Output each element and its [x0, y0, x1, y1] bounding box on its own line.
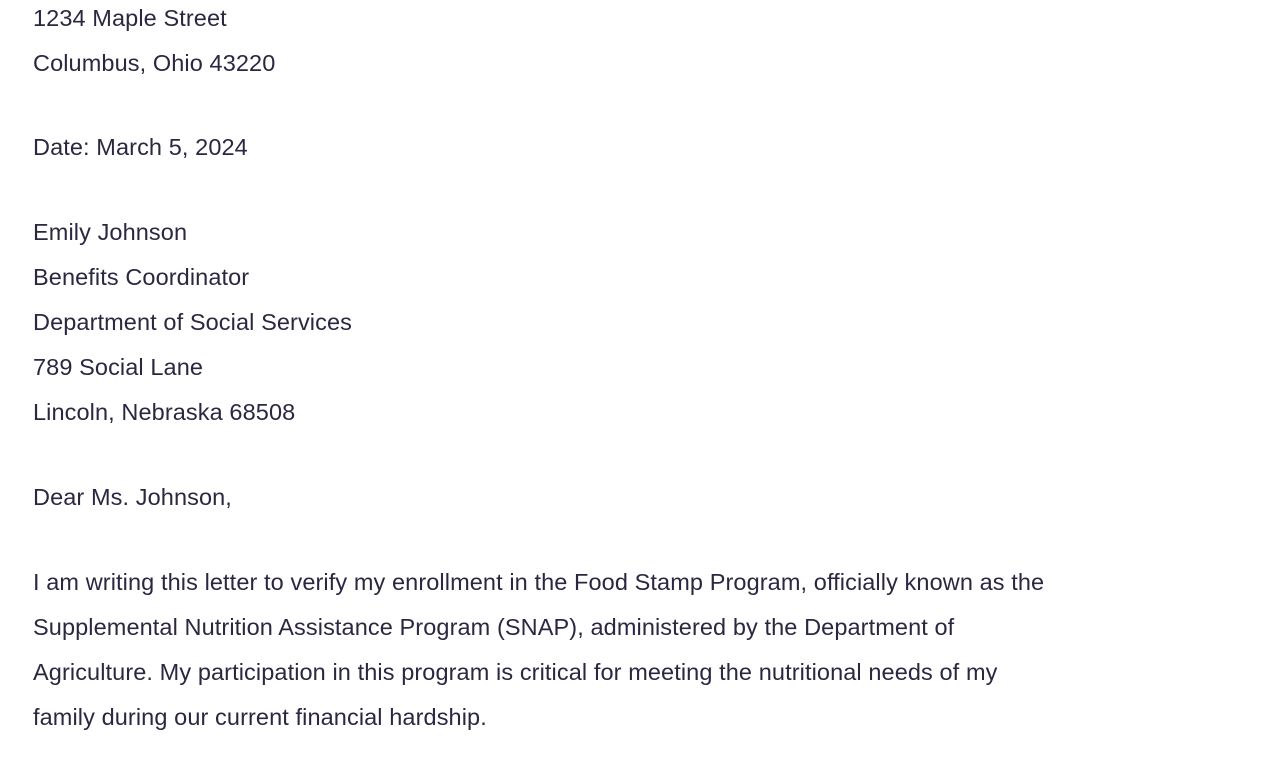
salutation: Dear Ms. Johnson, — [33, 484, 232, 510]
recipient-organization: Department of Social Services — [33, 309, 352, 335]
body-line: Agriculture. My participation in this program is critical for meeting the nutritional needs of my — [33, 659, 998, 685]
body-line: I am writing this letter to verify my enrollment in the Food Stamp Program, officially known as the — [33, 569, 1045, 595]
recipient-street: 789 Social Lane — [33, 354, 204, 380]
body-line: Supplemental Nutrition Assistance Program (SNAP), administered by the Department of — [33, 614, 955, 640]
sender-city-state-zip: Columbus, Ohio 43220 — [33, 50, 276, 76]
sender-street: 1234 Maple Street — [33, 5, 227, 31]
recipient-city-state-zip: Lincoln, Nebraska 68508 — [33, 399, 296, 425]
recipient-title: Benefits Coordinator — [33, 264, 250, 290]
recipient-name: Emily Johnson — [33, 219, 188, 245]
letter-date: Date: March 5, 2024 — [33, 134, 248, 160]
body-line: family during our current financial hardship. — [33, 704, 487, 730]
